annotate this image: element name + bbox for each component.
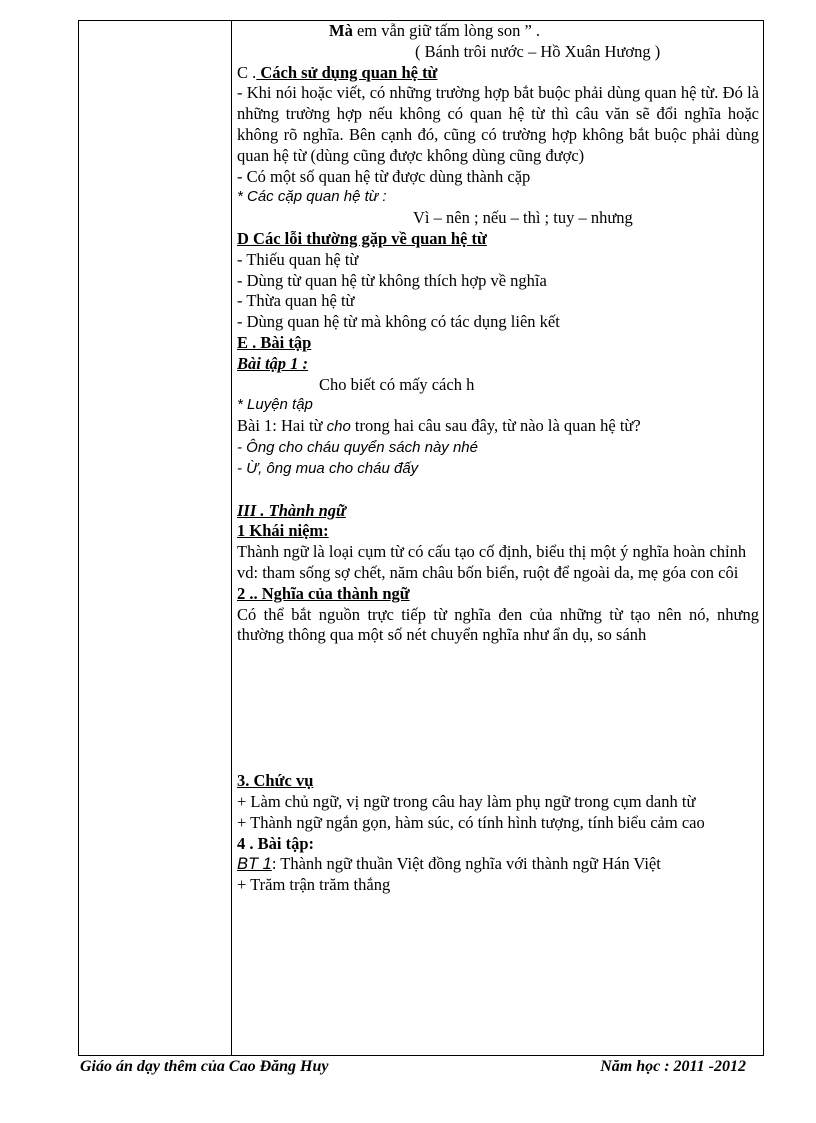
quote-line	[237, 21, 759, 42]
pairs-list: Vì – nên ; nếu – thì ; tuy – nhưng	[413, 208, 633, 228]
lesson-content	[237, 21, 759, 896]
section-d-item-3: - Thừa quan hệ từ	[237, 291, 355, 311]
practice-label: * Luyện tập	[237, 396, 313, 414]
subsection-1-text: Thành ngữ là loại cụm từ có cấu tạo cố định, biểu thị một ý nghĩa hoàn chỉnh	[237, 542, 747, 562]
highlighted-word: cho	[326, 418, 351, 436]
section-iii-title: III . Thành ngữ	[237, 500, 346, 520]
exercise-1-title: Bài tập 1 :	[237, 353, 309, 373]
subsection-3-item-2: + Thành ngữ ngắn gọn, hàm súc, có tính hình tượng, tính biểu cảm cao	[237, 812, 705, 832]
footer-school-year: Năm học : 2011 -2012	[600, 1058, 746, 1075]
subsection-4-item: + Trăm trận trăm thắng	[237, 875, 391, 895]
subsection-2-title: 2 .. Nghĩa của thành ngữ	[237, 583, 410, 603]
section-d-title: D Các lỗi thường gặp về quan hệ từ	[237, 228, 487, 248]
quote-source: ( Bánh trôi nước – Hồ Xuân Hương )	[415, 41, 661, 61]
exercise-1-text: Cho biết có mấy cách h	[319, 374, 475, 394]
section-e-title: E . Bài tập	[237, 332, 312, 352]
quote-bold-word: Mà	[329, 21, 353, 40]
column-divider	[231, 21, 232, 1055]
subsection-3-item-1: + Làm chủ ngữ, vị ngữ trong câu hay làm phụ ngữ trong cụm danh từ	[237, 791, 696, 811]
section-d-item-1: - Thiếu quan hệ từ	[237, 249, 359, 269]
example-sentence-2: - Ừ, ông mua cho cháu đấy	[237, 459, 419, 477]
section-c-paragraph-2: - Có một số quan hệ từ được dùng thành cặp	[237, 166, 531, 186]
exercise-bai-1: Bài 1: Hai từ cho trong hai câu sau đây, từ nào là quan hệ từ?	[237, 416, 641, 436]
page-footer	[80, 1058, 750, 1076]
subsection-4-title: 4 . Bài tập:	[237, 833, 315, 853]
subsection-2-text: Có thể bắt nguồn trực tiếp từ nghĩa đen của những từ tạo nên nó, nhưng thường thông qua một số nét chuyển nghĩa như ẩn dụ, so sánh	[237, 604, 759, 645]
exercise-label: BT 1	[237, 855, 272, 874]
section-c-heading: C . Cách sử dụng quan hệ từ	[237, 62, 438, 82]
lesson-table	[78, 20, 764, 1056]
quote-rest: em vẫn giữ tấm lòng son ” .	[352, 21, 541, 40]
footer-author: Giáo án dạy thêm của Cao Đăng Huy	[80, 1058, 329, 1075]
section-c-title: Cách sử dụng quan hệ từ	[256, 62, 438, 82]
pairs-label: * Các cặp quan hệ từ :	[237, 188, 387, 206]
section-d-item-2: - Dùng từ quan hệ từ không thích hợp về nghĩa	[237, 270, 547, 290]
subsection-4-exercise: BT 1: Thành ngữ thuần Việt đồng nghĩa với thành ngữ Hán Việt	[237, 854, 661, 874]
subsection-1-example: vd: tham sống sợ chết, năm châu bốn biển, ruột để ngoài da, mẹ góa con côi	[237, 562, 739, 582]
section-c-paragraph-1: - Khi nói hoặc viết, có những trường hợp bắt buộc phải dùng quan hệ từ. Đó là những trường hợp nếu không có quan hệ từ thì câu văn sẽ đổi nghĩa hoặc không rõ nghĩa. Bên cạnh đó, cũng có trường hợp không bắt buộc phải dùng quan hệ từ (dùng cũng được không dùng cũng được)	[237, 83, 759, 165]
subsection-3-title: 3. Chức vụ	[237, 771, 314, 791]
subsection-1-title: 1 Khái niệm:	[237, 521, 329, 541]
section-d-item-4: - Dùng quan hệ từ mà không có tác dụng liên kết	[237, 312, 560, 332]
example-sentence-1: - Ông cho cháu quyển sách này nhé	[237, 438, 478, 456]
